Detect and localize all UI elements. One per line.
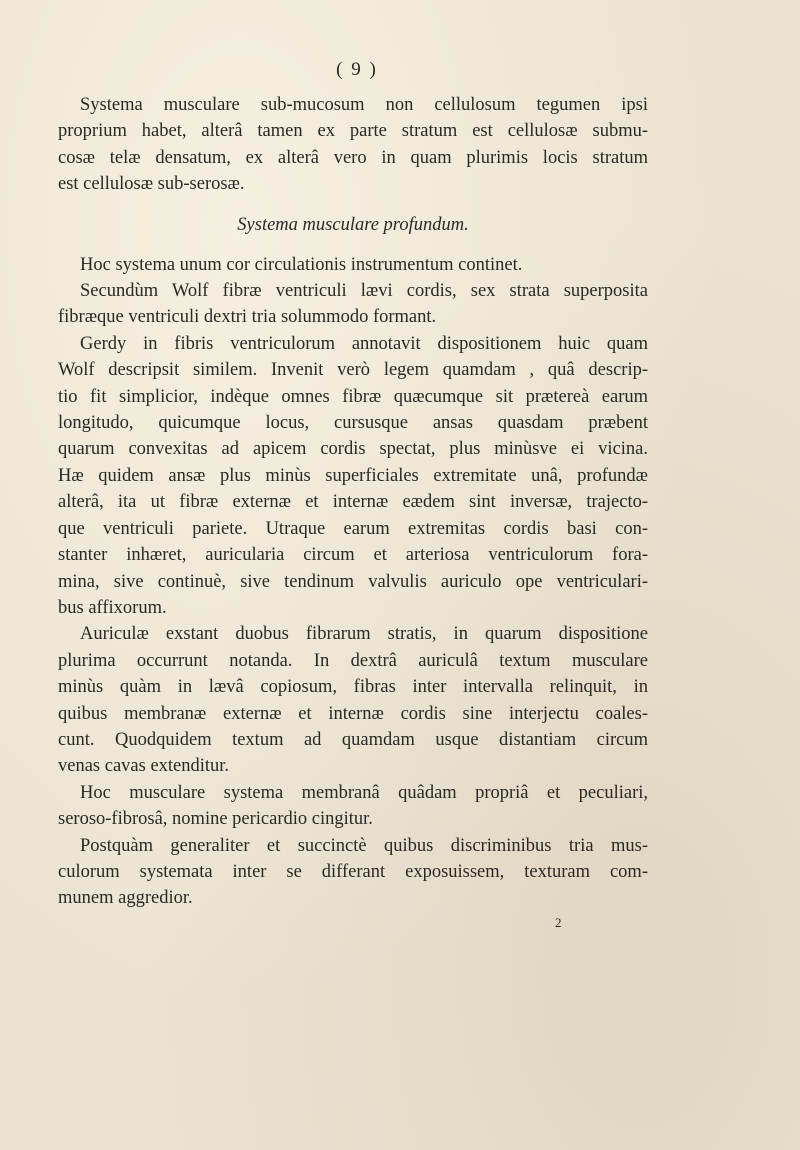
text-line: quibus membranæ externæ et internæ cordis sine interjectu coales- — [58, 703, 648, 724]
text-line: que ventriculi pariete. Utraque earum extremitas cordis basi con- — [58, 518, 648, 539]
text-line: alterâ, ita ut fibræ externæ et internæ eædem sint inversæ, trajecto- — [58, 492, 648, 513]
text-line: mina, sive continuè, sive tendinum valvulis auriculo ope ventriculari- — [58, 571, 648, 592]
text-line: bus affixorum. — [58, 597, 167, 618]
paragraph — [58, 92, 648, 198]
section-heading: Systema musculare profundum. — [237, 214, 469, 235]
text-line: Wolf descripsit similem. Invenit verò legem quamdam , quâ descrip- — [58, 360, 648, 381]
text-line: Systema musculare sub-mucosum non cellulosum tegumen ipsi — [80, 95, 648, 115]
text-line: quarum convexitas ad apicem cordis spectat, plus minùsve ei vicina. — [58, 439, 648, 460]
paragraph — [58, 331, 648, 621]
intro-paragraphs — [58, 92, 648, 198]
text-line: Hæ quidem ansæ plus minùs superficiales extremitate unâ, profundæ — [58, 465, 648, 486]
text-line: Auriculæ exstant duobus fibrarum stratis, in quarum dispositione — [80, 624, 648, 645]
paragraph — [58, 780, 648, 833]
text-line: Secundùm Wolf fibræ ventriculi lævi cordis, sex strata superposita — [80, 281, 648, 302]
text-line: tio fit simplicior, indèque omnes fibræ quæcumque sit prætereà earum — [58, 386, 648, 407]
paragraph — [58, 833, 648, 912]
body-paragraphs — [58, 252, 648, 912]
text-line: munem aggredior. — [58, 888, 193, 909]
page-body — [58, 56, 648, 912]
text-line: Hoc musculare systema membranâ quâdam propriâ et peculiari, — [80, 782, 648, 803]
text-line: est cellulosæ sub-serosæ. — [58, 174, 245, 195]
text-line: proprium habet, alterâ tamen ex parte stratum est cellulosæ submu- — [58, 121, 648, 142]
text-line: cunt. Quodquidem textum ad quamdam usque distantiam circum — [58, 729, 648, 750]
text-line: Gerdy in fibris ventriculorum annotavit dispositionem huic quam — [80, 333, 648, 354]
signature-mark: 2 — [555, 915, 562, 930]
paragraph — [58, 278, 648, 331]
text-line: venas cavas extenditur. — [58, 756, 230, 777]
text-line: Postquàm generaliter et succinctè quibus discriminibus tria mus- — [80, 835, 648, 856]
text-line: culorum systemata inter se differant exposuissem, texturam com- — [58, 861, 648, 882]
text-line: seroso-fibrosâ, nomine pericardio cingitur. — [58, 809, 373, 830]
paragraph — [58, 621, 648, 779]
text-line: cosæ telæ densatum, ex alterâ vero in quam plurimis locis stratum — [58, 147, 648, 168]
paragraph — [58, 252, 648, 278]
text-line: Hoc systema unum cor circulationis instrumentum continet. — [80, 254, 523, 275]
text-line: longitudo, quicumque locus, cursusque ansas quasdam præbent — [58, 413, 648, 434]
text-line: minùs quàm in lævâ copiosum, fibras inter intervalla relinquit, in — [58, 677, 648, 698]
page-number: ( 9 ) — [336, 59, 378, 80]
text-line: stanter inhæret, auricularia circum et arteriosa ventriculorum fora- — [58, 545, 648, 566]
text-line: plurima occurrunt notanda. In dextrâ auriculâ textum musculare — [58, 650, 648, 671]
text-line: fibræque ventriculi dextri tria solummodo formant. — [58, 307, 437, 328]
